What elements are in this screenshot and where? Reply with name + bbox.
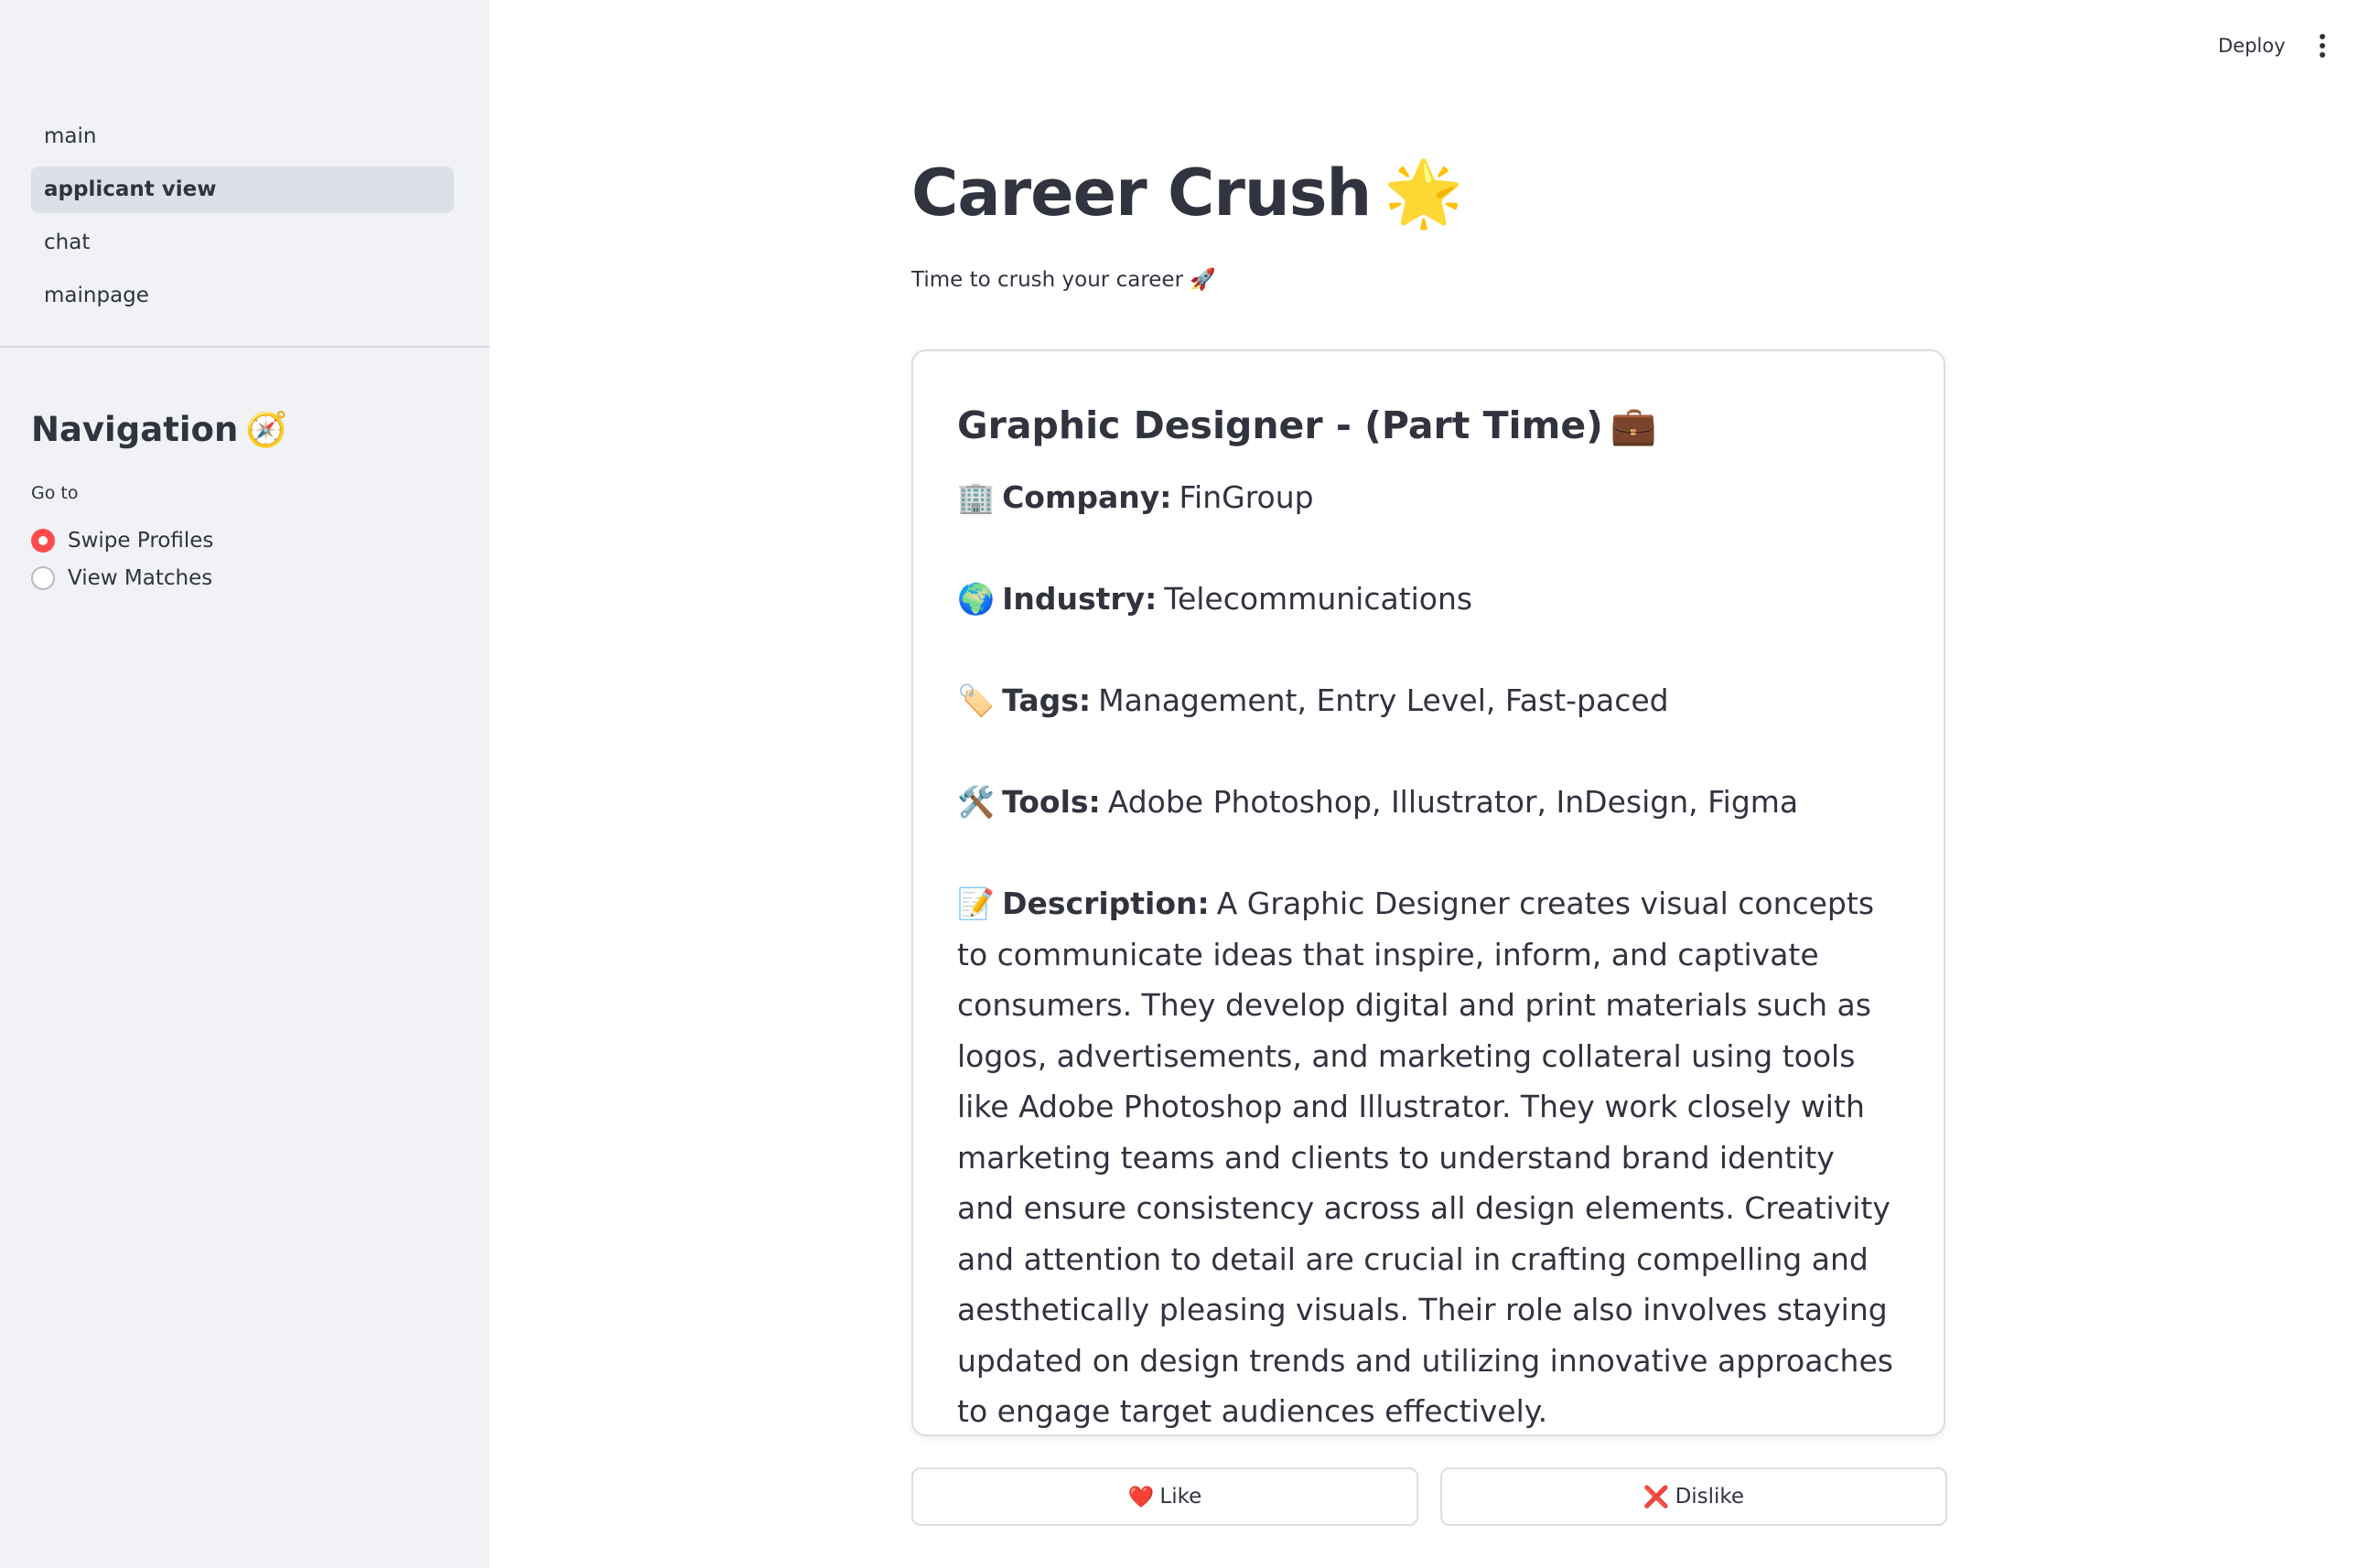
page-nav-item-main[interactable]: main xyxy=(44,124,97,148)
description-value: A Graphic Designer creates visual concepts to communicate ideas that inspire, inform, and captivate consumers. They develop digital and print materials such as logos, advertisements, and marketing collateral using tools like Adobe Photoshop and Illustrator. They work closely with marketing teams and clients to understand brand identity and ensure consistency across all design elements. Creativity and attention to detail are crucial in crafting compelling and aesthetically pleasing visuals. Their role also involves staying updated on design trends and utilizing innovative approaches to engage target audiences effectively. xyxy=(957,886,1893,1429)
memo-icon: 📝 xyxy=(957,886,996,921)
description-label: Description: xyxy=(1002,886,1210,921)
globe-icon: 🌍 xyxy=(957,581,996,617)
like-button[interactable] xyxy=(911,1467,1418,1526)
heart-icon: ❤️ xyxy=(1127,1485,1155,1509)
tags-value: Management, Entry Level, Fast-paced xyxy=(1098,682,1669,718)
sidebar xyxy=(0,0,490,1568)
job-title-text: Graphic Designer - (Part Time) xyxy=(957,403,1603,447)
tools-field xyxy=(957,777,1900,828)
industry-label: Industry: xyxy=(1002,581,1158,617)
job-title xyxy=(957,397,1900,454)
company-value: FinGroup xyxy=(1179,479,1314,515)
radio-option-swipe-profiles[interactable] xyxy=(31,521,213,559)
dislike-button[interactable] xyxy=(1440,1467,1947,1526)
deploy-button[interactable]: Deploy xyxy=(2218,35,2286,57)
vertical-ellipsis-icon[interactable] xyxy=(2304,27,2341,64)
glowing-star-icon: 🌟 xyxy=(1384,156,1463,231)
sidebar-divider xyxy=(0,346,490,348)
description-field xyxy=(957,878,1900,1437)
radio-label: View Matches xyxy=(68,565,213,590)
office-building-icon: 🏢 xyxy=(957,479,996,515)
cross-mark-icon: ❌ xyxy=(1643,1485,1670,1509)
label-tag-icon: 🏷️ xyxy=(957,682,996,718)
briefcase-icon: 💼 xyxy=(1610,403,1657,447)
page-nav-item-mainpage[interactable]: mainpage xyxy=(44,284,149,307)
tags-label: Tags: xyxy=(1002,682,1092,718)
navigation-heading-text: Navigation xyxy=(31,410,239,449)
page-title-text: Career Crush xyxy=(911,156,1372,231)
industry-field xyxy=(957,574,1900,625)
page-nav-item-chat[interactable]: chat xyxy=(44,231,91,254)
like-button-label: Like xyxy=(1159,1485,1202,1509)
go-to-label: Go to xyxy=(31,483,79,503)
page-title xyxy=(911,156,1462,231)
tools-label: Tools: xyxy=(1002,784,1101,820)
company-label: Company: xyxy=(1002,479,1172,515)
industry-value: Telecommunications xyxy=(1164,581,1473,617)
hammer-wrench-icon: 🛠️ xyxy=(957,784,996,820)
radio-button-checked[interactable] xyxy=(31,529,55,553)
tools-value: Adobe Photoshop, Illustrator, InDesign, Figma xyxy=(1107,784,1799,820)
page-nav-item-applicant-view[interactable]: applicant view xyxy=(31,166,454,213)
radio-button-unchecked[interactable] xyxy=(31,566,55,590)
navigation-radio-group xyxy=(31,521,213,596)
page-nav xyxy=(31,113,454,326)
tags-field xyxy=(957,675,1900,726)
company-field xyxy=(957,472,1900,523)
navigation-heading xyxy=(31,410,287,450)
page-subtitle: Time to crush your career 🚀 xyxy=(911,268,1216,292)
job-card xyxy=(911,349,1945,1436)
compass-icon: 🧭 xyxy=(245,410,288,449)
radio-option-view-matches[interactable] xyxy=(31,559,213,596)
dislike-button-label: Dislike xyxy=(1675,1485,1745,1509)
radio-label: Swipe Profiles xyxy=(68,528,214,553)
